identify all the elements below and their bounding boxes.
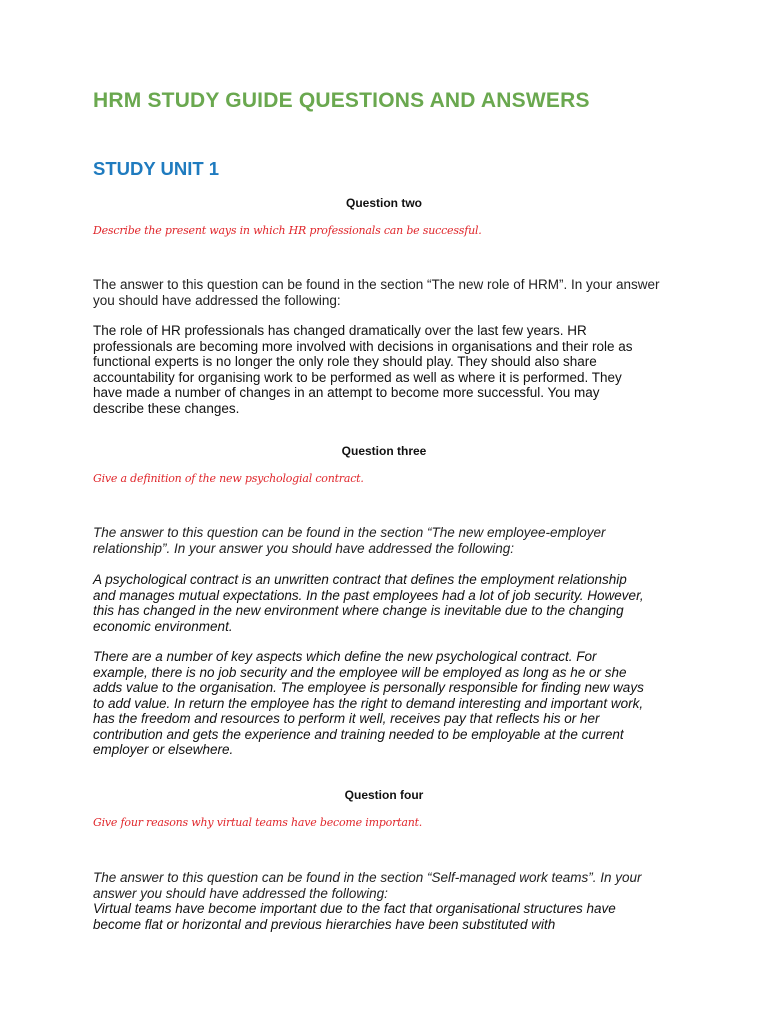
question-two-heading: Question two: [346, 196, 422, 210]
document-title: HRM STUDY GUIDE QUESTIONS AND ANSWERS: [93, 89, 590, 112]
question-three-prompt: Give a definition of the new psychologial contract.: [93, 472, 364, 485]
question-two-prompt: Describe the present ways in which HR professionals can be successful.: [93, 224, 482, 237]
question-three-answer-1: A psychological contract is an unwritten contract that defines the employment relationship and manages mutual expectations. In the past employees had a lot of job security. However, this has changed in the new environment where change is inevitable due to the changing economic environment.: [93, 572, 644, 634]
question-two-answer: The role of HR professionals has changed dramatically over the last few years. HR professionals are becoming more involved with decisions in organisations and their role as functional experts is no longer the only role they should play. They should also share accountability for organising work to be performed as well as where it is performed. They have made a number of changes in an attempt to become more successful. You may describe these changes.: [93, 323, 633, 416]
question-four-intro: The answer to this question can be found in the section “Self-managed work teams”. In your answer you should have addressed the following:: [93, 870, 642, 901]
question-four-prompt: Give four reasons why virtual teams have become important.: [93, 816, 423, 829]
question-four-answer: Virtual teams have become important due to the fact that organisational structures have become flat or horizontal and previous hierarchies have been substituted with: [93, 901, 616, 932]
question-three-heading: Question three: [341, 444, 427, 458]
question-three-intro: The answer to this question can be found in the section “The new employee-employer relationship”. In your answer you should have addressed the following:: [93, 525, 606, 556]
question-three-answer-2: There are a number of key aspects which define the new psychological contract. For example, there is no job security and the employee will be employed as long as he or she adds value to the organisation. The employee is personally responsible for finding new ways to add value. In return the employee has the right to demand interesting and important work, has the freedom and resources to perform it well, receives pay that reflects his or her contribution and gets the experience and training needed to be employable at the current employer or elsewhere.: [93, 649, 644, 757]
study-unit-heading: STUDY UNIT 1: [93, 158, 220, 179]
question-two-intro: The answer to this question can be found in the section “The new role of HRM”. In your answer you should have addressed the following:: [93, 277, 660, 308]
question-four-heading: Question four: [344, 788, 424, 802]
